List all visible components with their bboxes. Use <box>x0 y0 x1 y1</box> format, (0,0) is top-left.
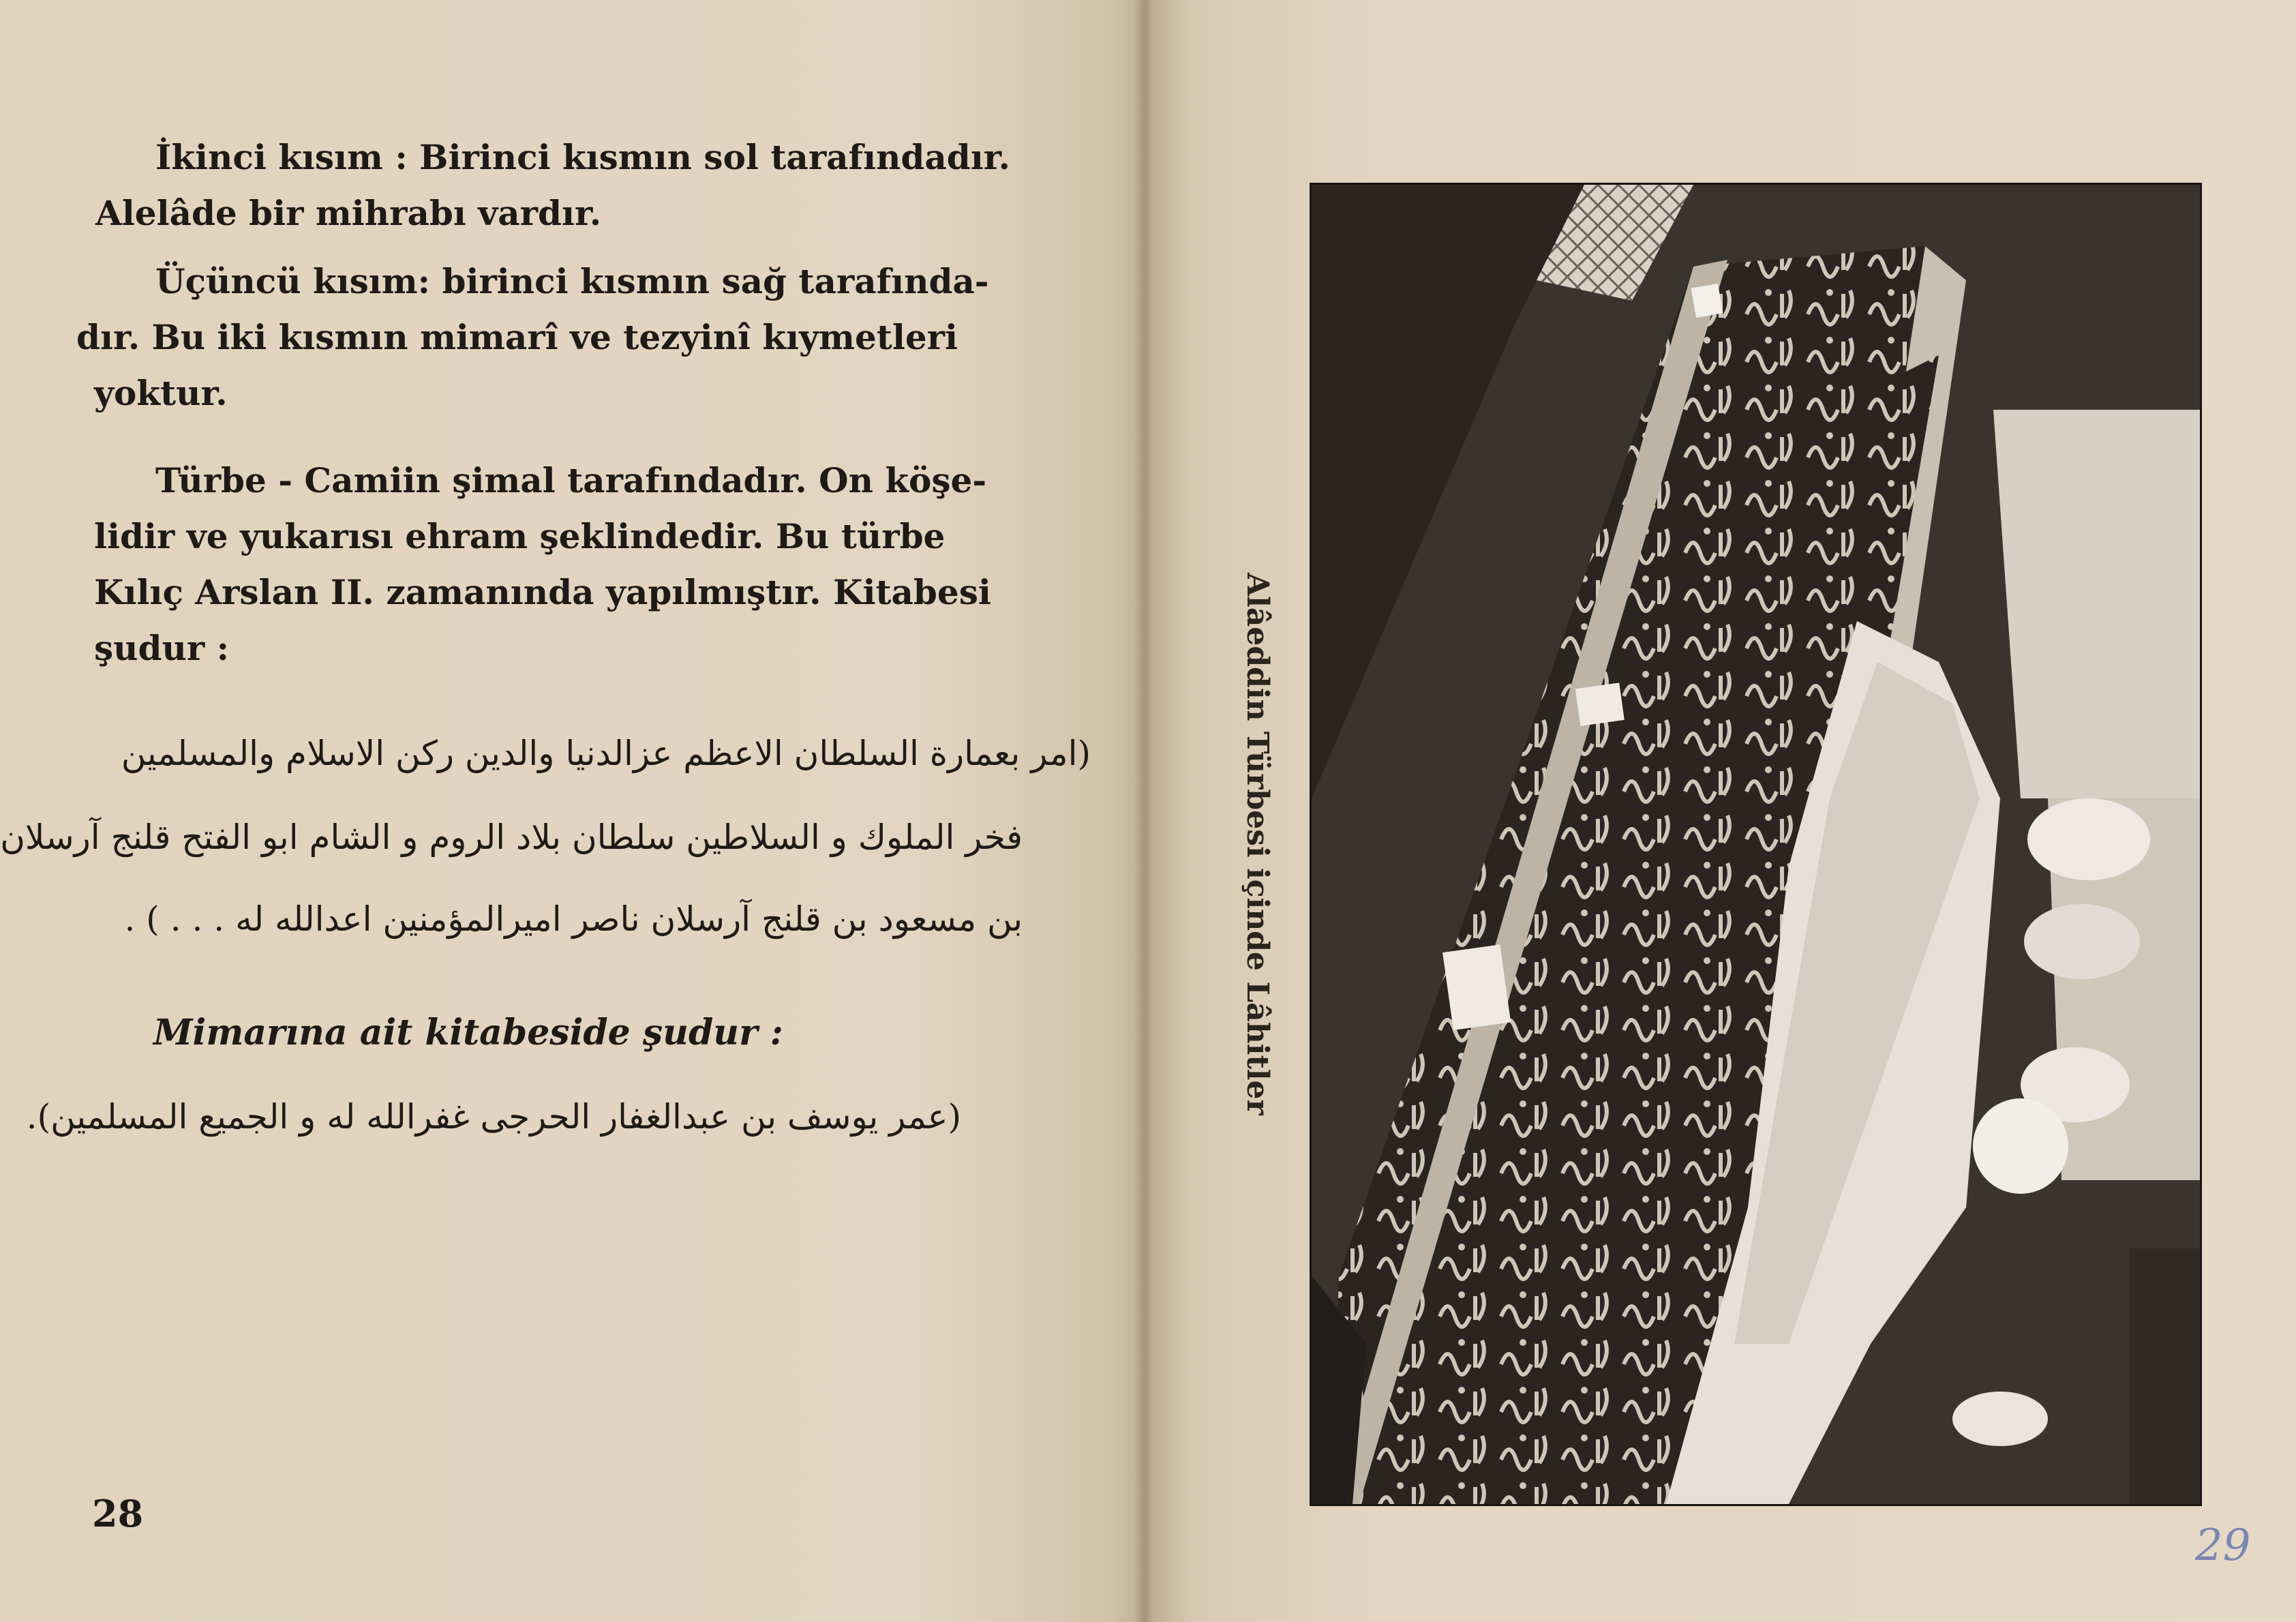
page-number-left: 28 <box>92 1492 144 1535</box>
architect-heading: Mimarına ait kitabeside şudur : <box>153 1012 783 1053</box>
photo-illustration <box>1312 185 2200 1504</box>
paragraph-1-line-2: Alelâde bir mihrabı vardır. <box>95 193 602 233</box>
photo-caption-text: Alâeddin Türbesi içinde Lâhitler <box>1240 573 1275 1115</box>
paragraph-3-line-4: şudur : <box>94 628 230 668</box>
paragraph-1-line-1: İkinci kısım : Birinci kısmın sol tarafındadır. <box>155 137 1010 177</box>
handwritten-page-number: 29 <box>2195 1520 2251 1571</box>
paragraph-2-line-1: Üçüncü kısım: birinci kısmın sağ tarafında- <box>155 261 989 301</box>
paragraph-3-line-1: Türbe - Camiin şimal tarafındadır. On köşe- <box>155 460 987 500</box>
inscription-line-1: (امر بعمارة السلطان الاعظم عزالدنيا والدين ركن الاسلام والمسلمين <box>121 734 1091 773</box>
inscription-line-2: فخر الملوك و السلاطين سلطان بلاد الروم و الشام ابو الفتح قلنج آرسلان <box>0 817 1023 857</box>
paragraph-3-line-2: lidir ve yukarısı ehram şeklindedir. Bu türbe <box>94 516 946 556</box>
inscription-line-3: بن مسعود بن قلنج آرسلان ناصر اميرالمؤمنين اعدالله له . . . ) . <box>124 899 1023 939</box>
paragraph-2-line-2: dır. Bu iki kısmın mimarî ve tezyinî kıymetleri <box>76 317 958 357</box>
photo-caption <box>1234 573 1316 1132</box>
paragraph-3-line-3: Kılıç Arslan II. zamanında yapılmıştır. Kitabesi <box>94 572 991 612</box>
left-page <box>0 0 1145 1622</box>
architect-inscription: (عمر يوسف بن عبدالغفار الحرجى غفرالله له و الجميع المسلمين). <box>26 1097 961 1137</box>
book-gutter <box>1134 0 1153 1622</box>
sarcophagi-photo <box>1310 183 2202 1506</box>
paragraph-2-line-3: yoktur. <box>94 373 228 413</box>
